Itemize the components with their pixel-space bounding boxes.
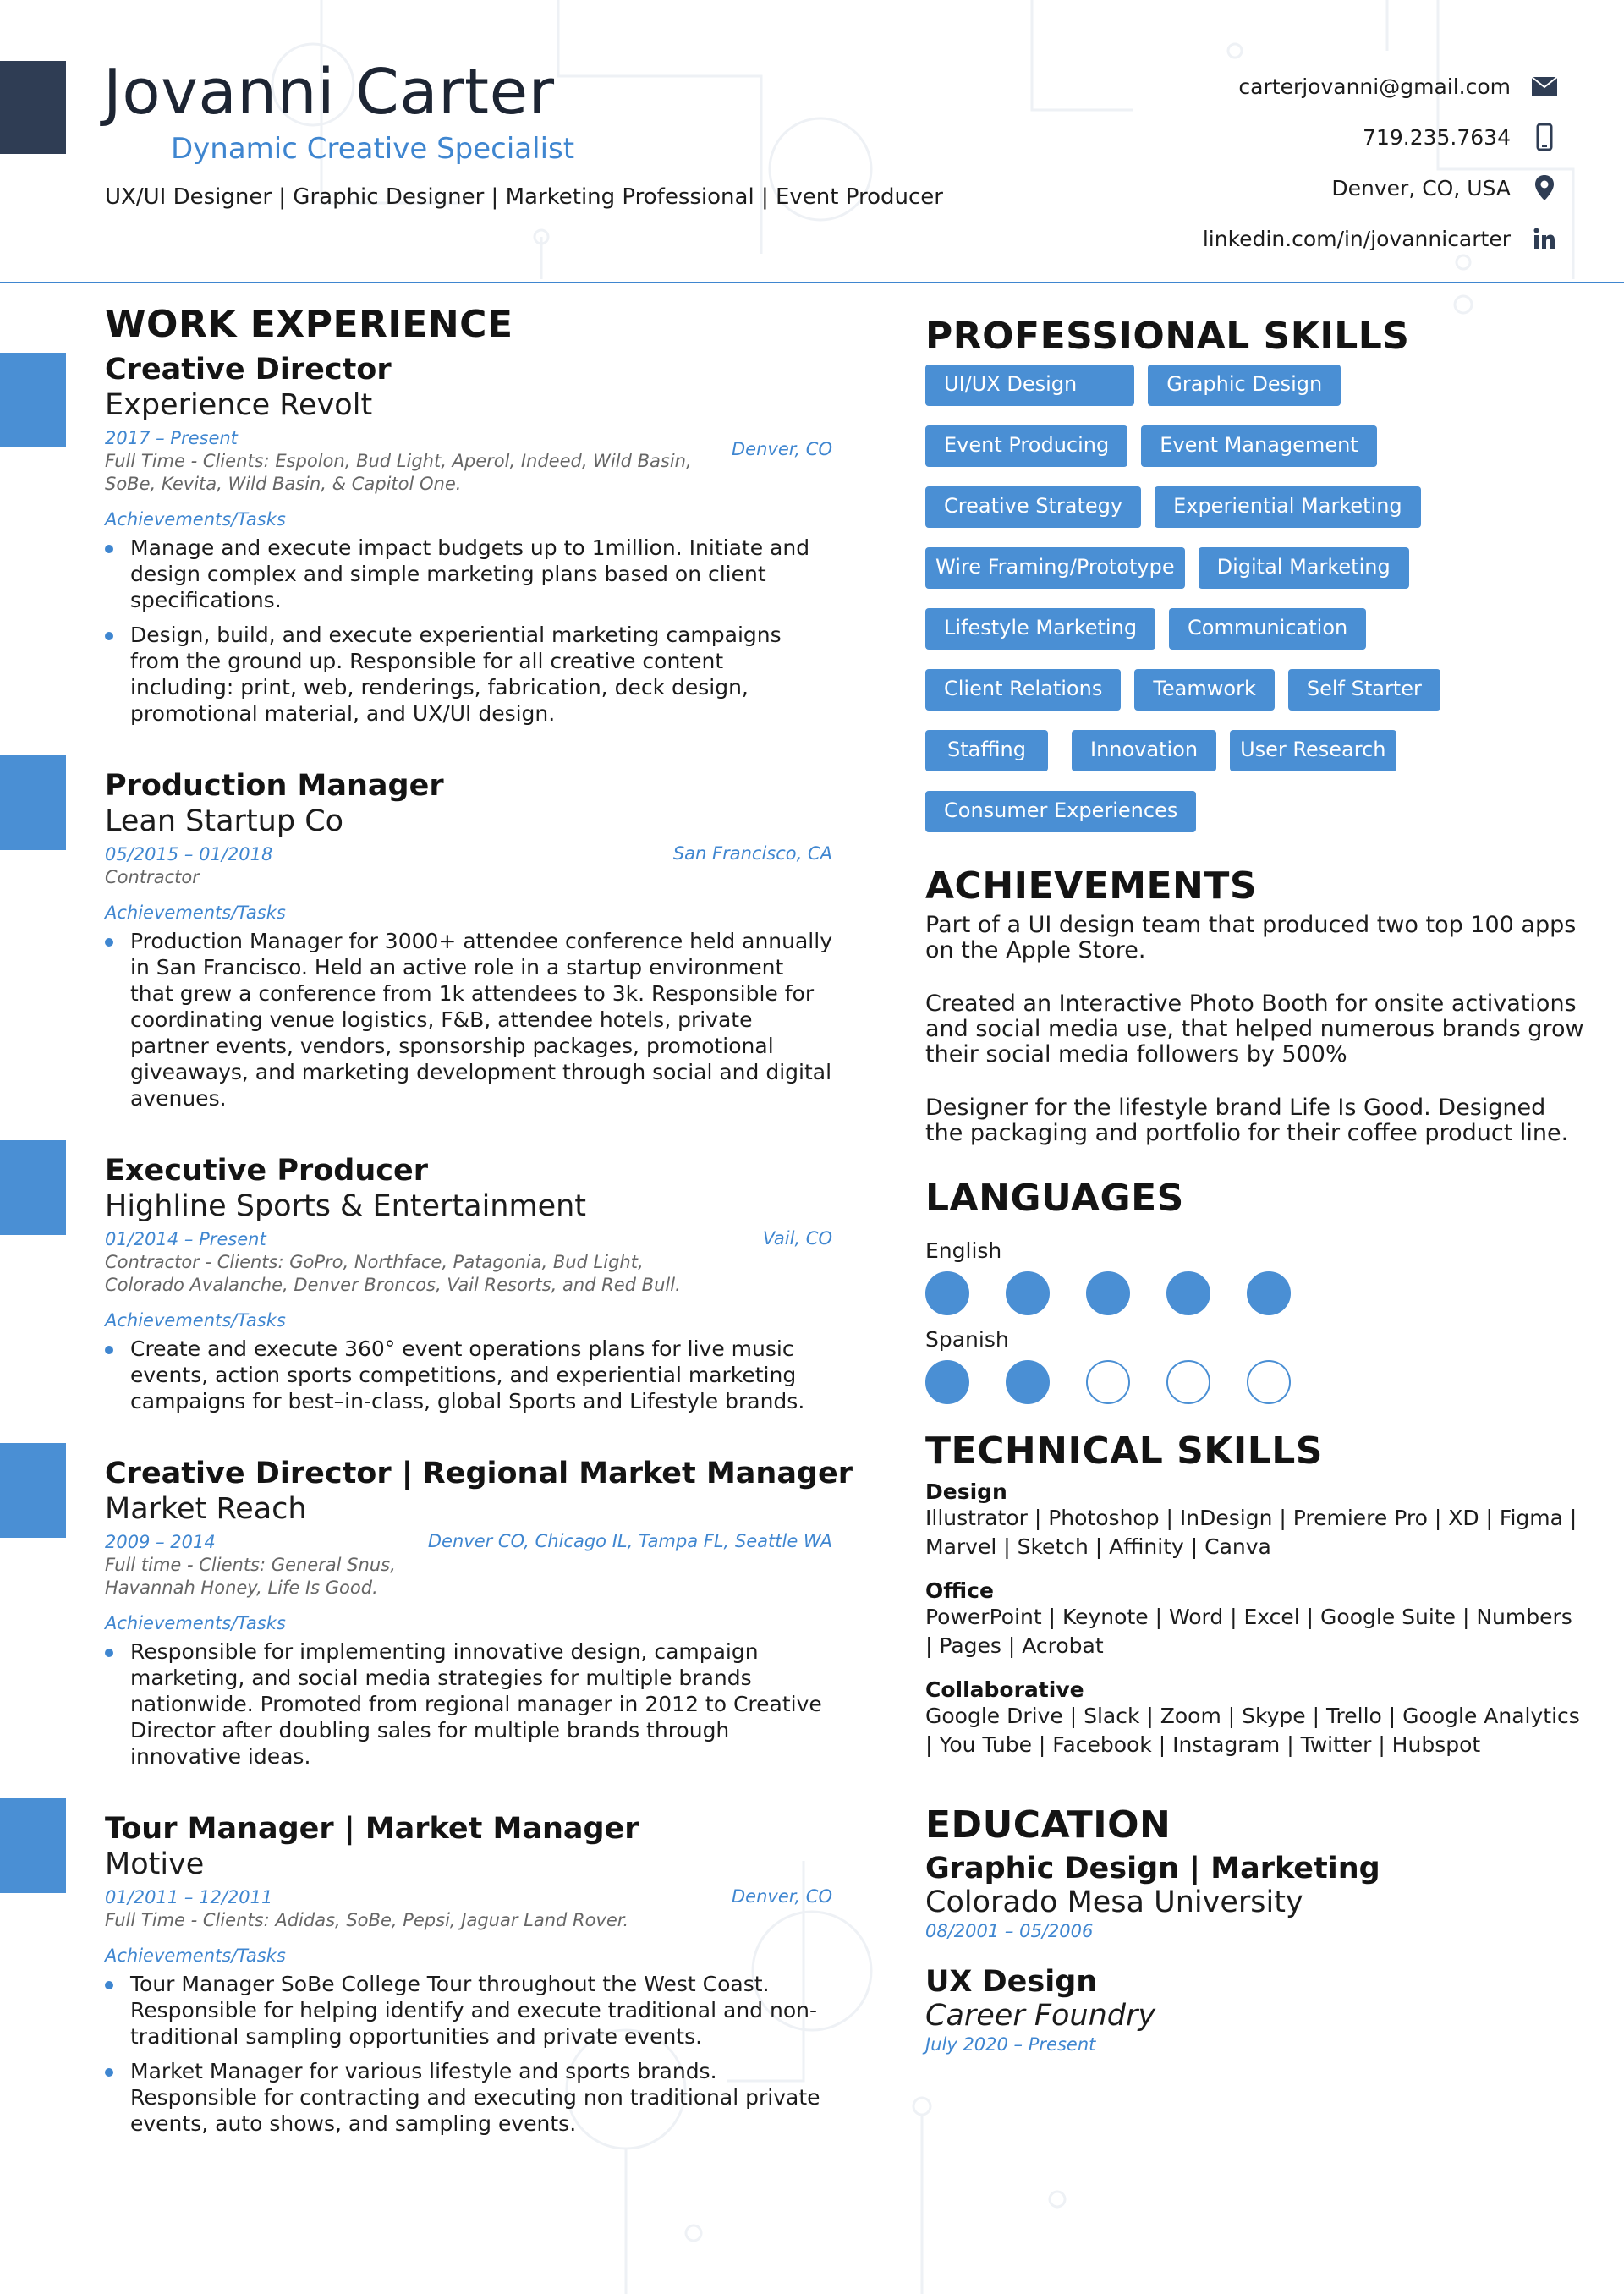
job-type: Contractor xyxy=(105,867,200,887)
skill-tag: Wire Framing/Prototype xyxy=(925,547,1185,589)
job-date: 01/2014 – Present xyxy=(105,1229,266,1249)
education-section xyxy=(925,1803,1585,2055)
job-company: Highline Sports & Entertainment xyxy=(105,1189,587,1223)
job-location: Denver, CO xyxy=(732,1886,832,1907)
list-item: Manage and execute impact budgets up to 1million. Initiate and design complex and simple marketing plans based on client specifications. xyxy=(105,535,832,613)
proficiency-dot-filled xyxy=(925,1271,969,1315)
job-bullets xyxy=(105,1638,832,1770)
achievements-label: Achievements/Tasks xyxy=(105,1613,286,1633)
skill-tag: Creative Strategy xyxy=(925,486,1141,528)
tech-category-name: Office xyxy=(925,1578,994,1603)
job-entry xyxy=(105,1812,832,2137)
list-item: Production Manager for 3000+ attendee conference held annually in San Francisco. Held an active role in a startup environment that grew a conference from 1k attendees to 3k. Responsible for coordinating venue logistics, F&B, attendee hotels, private partner events, vendors, sponsorship packages, promotional giveaways, and marketing development through social and digital avenues. xyxy=(105,928,832,1111)
education-entry xyxy=(925,1965,1585,2055)
language-name: English xyxy=(925,1238,1002,1263)
job-bullets xyxy=(105,1971,832,2137)
tag-row xyxy=(925,486,1585,528)
education-date: 08/2001 – 05/2006 xyxy=(925,1921,1094,1941)
contact-info xyxy=(1203,61,1560,264)
achievements-label: Achievements/Tasks xyxy=(105,509,286,530)
skill-tag: Staffing xyxy=(925,730,1048,771)
location-pin-icon xyxy=(1529,173,1560,203)
header-accent-block xyxy=(0,61,66,154)
job-meta xyxy=(105,1228,832,1297)
education-title: EDUCATION xyxy=(925,1803,1171,1847)
contact-location xyxy=(1203,162,1560,213)
job-meta-left xyxy=(105,1228,697,1297)
tag-row xyxy=(925,730,1585,771)
contact-phone-text: 719.235.7634 xyxy=(1363,124,1511,150)
proficiency-dot-empty xyxy=(1247,1360,1291,1404)
right-column xyxy=(925,315,1585,2055)
job-date: 05/2015 – 01/2018 xyxy=(105,844,273,864)
list-item: Responsible for implementing innovative design, campaign marketing, and social media strategies for multiple brands nationwide. Promoted from regional manager in 2012 to Creative Director after doubling sales for multiple brands through innovative ideas. xyxy=(105,1638,832,1770)
job-type: Full Time - Clients: Adidas, SoBe, Pepsi, Jaguar Land Rover. xyxy=(105,1910,629,1930)
tech-category-name: Design xyxy=(925,1479,1007,1504)
job-bullets xyxy=(105,1336,832,1414)
skill-tag: Self Starter xyxy=(1288,669,1440,711)
proficiency-dot-filled xyxy=(1166,1271,1210,1315)
job-meta xyxy=(105,1531,832,1600)
language-name: Spanish xyxy=(925,1327,1009,1352)
proficiency-dot-filled xyxy=(1006,1360,1050,1404)
proficiency-dot-filled xyxy=(1086,1271,1130,1315)
job-marker xyxy=(0,1798,66,1893)
skill-tags xyxy=(925,365,1585,832)
tag-row xyxy=(925,365,1585,406)
job-entry xyxy=(105,1154,832,1414)
tech-category-name: Collaborative xyxy=(925,1677,1084,1702)
tag-row xyxy=(925,425,1585,467)
skill-tag: Innovation xyxy=(1072,730,1216,771)
tag-row xyxy=(925,547,1585,589)
achievement-item: Created an Interactive Photo Booth for onsite activations and social media use, that helped numerous brands grow their social media followers by 500% xyxy=(925,991,1584,1067)
education-school: Colorado Mesa University xyxy=(925,1885,1303,1919)
job-company: Experience Revolt xyxy=(105,388,373,422)
technical-skills-section xyxy=(925,1430,1585,1759)
job-type: Full time - Clients: General Snus, Havannah Honey, Life Is Good. xyxy=(105,1555,396,1598)
education-entry xyxy=(925,1852,1585,1941)
header-divider xyxy=(0,282,1624,283)
job-marker xyxy=(0,755,66,850)
education-degree: Graphic Design | Marketing xyxy=(925,1852,1380,1885)
education-date: July 2020 – Present xyxy=(925,2034,1096,2055)
phone-icon xyxy=(1529,122,1560,152)
job-type: Contractor - Clients: GoPro, Northface, Patagonia, Bud Light, Colorado Avalanche, Denver Broncos, Vail Resorts, and Red Bull. xyxy=(105,1252,681,1295)
language-level-dots xyxy=(925,1271,1585,1315)
job-meta xyxy=(105,427,832,496)
job-marker xyxy=(0,1443,66,1538)
job-meta-left xyxy=(105,1531,428,1600)
skill-tag: Event Producing xyxy=(925,425,1127,467)
list-item: Market Manager for various lifestyle and sports brands. Responsible for contracting and executing non traditional private events, auto shows, and sampling events. xyxy=(105,2058,832,2137)
candidate-subtitle: Dynamic Creative Specialist xyxy=(171,132,575,166)
job-location: Denver, CO xyxy=(732,439,832,459)
proficiency-dot-empty xyxy=(1086,1360,1130,1404)
achievements-label: Achievements/Tasks xyxy=(105,903,286,923)
achievements-label: Achievements/Tasks xyxy=(105,1946,286,1966)
language-level-dots xyxy=(925,1360,1585,1404)
skill-tag: Teamwork xyxy=(1134,669,1275,711)
contact-location-text: Denver, CO, USA xyxy=(1331,175,1511,200)
education-school: Career Foundry xyxy=(925,1999,1156,2033)
technical-skills-title: TECHNICAL SKILLS xyxy=(925,1430,1323,1473)
languages-section xyxy=(925,1177,1585,1404)
contact-linkedin[interactable] xyxy=(1203,213,1560,264)
contact-phone[interactable] xyxy=(1203,112,1560,162)
job-type: Full Time - Clients: Espolon, Bud Light, Aperol, Indeed, Wild Basin, SoBe, Kevita, Wild Basin, & Capitol One. xyxy=(105,451,692,494)
job-date: 2009 – 2014 xyxy=(105,1532,216,1552)
achievements-label: Achievements/Tasks xyxy=(105,1310,286,1331)
job-date: 01/2011 – 12/2011 xyxy=(105,1887,273,1907)
job-marker xyxy=(0,353,66,447)
tag-row xyxy=(925,791,1585,832)
proficiency-dot-filled xyxy=(1247,1271,1291,1315)
linkedin-icon xyxy=(1529,223,1560,254)
job-bullets xyxy=(105,928,832,1111)
skill-tag: Digital Marketing xyxy=(1199,547,1409,589)
job-entry xyxy=(105,1457,853,1770)
list-item: Design, build, and execute experiential marketing campaigns from the ground up. Responsible for all creative content including: print, web, renderings, fabrication, deck design, promotional material, and UX/UI design. xyxy=(105,622,832,727)
skill-tag: Event Management xyxy=(1141,425,1376,467)
job-entry xyxy=(105,769,832,1111)
job-date: 2017 – Present xyxy=(105,428,238,448)
job-title: Tour Manager | Market Manager xyxy=(105,1812,639,1846)
job-bullets xyxy=(105,535,832,727)
tag-row xyxy=(925,608,1585,650)
skill-tag: UI/UX Design xyxy=(925,365,1134,406)
tech-category-items: Google Drive | Slack | Zoom | Skype | Trello | Google Analytics | You Tube | Facebook | Instagram | Twitter | Hubspot xyxy=(925,1704,1580,1757)
achievement-item: Designer for the lifestyle brand Life Is Good. Designed the packaging and portfolio for their coffee product line. xyxy=(925,1095,1569,1146)
job-meta-left xyxy=(105,843,272,889)
tech-category-items: PowerPoint | Keynote | Word | Excel | Google Suite | Numbers | Pages | Acrobat xyxy=(925,1605,1572,1658)
job-title: Executive Producer xyxy=(105,1154,429,1188)
job-location: San Francisco, CA xyxy=(672,843,832,864)
contact-email-text: carterjovanni@gmail.com xyxy=(1238,74,1511,99)
envelope-icon xyxy=(1529,71,1560,102)
tech-category-items: Illustrator | Photoshop | InDesign | Premiere Pro | XD | Figma | Marvel | Sketch | Affinity | Canva xyxy=(925,1506,1577,1559)
skill-tag: Client Relations xyxy=(925,669,1121,711)
job-company: Lean Startup Co xyxy=(105,804,344,838)
job-title: Creative Director xyxy=(105,353,392,387)
job-meta xyxy=(105,843,832,889)
list-item: Create and execute 360° event operations plans for live music events, action sports competitions, and experiential marketing campaigns for best–in-class, global Sports and Lifestyle brands. xyxy=(105,1336,832,1414)
job-location: Vail, CO xyxy=(762,1228,832,1249)
job-entry xyxy=(105,353,832,727)
job-company: Motive xyxy=(105,1847,205,1881)
list-item: Tour Manager SoBe College Tour throughout the West Coast. Responsible for helping identify and execute traditional and non-traditional sampling opportunities and private events. xyxy=(105,1971,832,2050)
skill-tag: Lifestyle Marketing xyxy=(925,608,1155,650)
job-company: Market Reach xyxy=(105,1492,307,1526)
job-meta-left xyxy=(105,427,697,496)
achievements-title: ACHIEVEMENTS xyxy=(925,864,1258,908)
proficiency-dot-filled xyxy=(1006,1271,1050,1315)
tag-row xyxy=(925,669,1585,711)
candidate-name: Jovanni Carter xyxy=(103,56,555,129)
skill-tag: Graphic Design xyxy=(1148,365,1341,406)
job-meta xyxy=(105,1886,832,1932)
contact-linkedin-text: linkedin.com/in/jovannicarter xyxy=(1202,226,1511,251)
skill-tag: Communication xyxy=(1169,608,1366,650)
proficiency-dot-empty xyxy=(1166,1360,1210,1404)
education-degree: UX Design xyxy=(925,1965,1098,1999)
candidate-roles: UX/UI Designer | Graphic Designer | Marketing Professional | Event Producer xyxy=(105,184,943,210)
work-experience-section xyxy=(105,303,853,2145)
skill-tag: Consumer Experiences xyxy=(925,791,1196,832)
achievements-section xyxy=(925,864,1585,1146)
professional-skills-section xyxy=(925,315,1585,832)
skill-tag: Experiential Marketing xyxy=(1155,486,1421,528)
job-title: Creative Director | Regional Market Manager xyxy=(105,1457,853,1490)
proficiency-dot-filled xyxy=(925,1360,969,1404)
contact-email[interactable] xyxy=(1203,61,1560,112)
achievement-item: Part of a UI design team that produced two top 100 apps on the Apple Store. xyxy=(925,912,1577,963)
job-title: Production Manager xyxy=(105,769,444,803)
job-location: Denver CO, Chicago IL, Tampa FL, Seattle WA xyxy=(427,1531,832,1551)
professional-skills-title: PROFESSIONAL SKILLS xyxy=(925,315,1410,358)
skill-tag: User Research xyxy=(1230,730,1396,771)
languages-title: LANGUAGES xyxy=(925,1177,1184,1220)
work-experience-title: WORK EXPERIENCE xyxy=(105,303,513,346)
job-marker xyxy=(0,1140,66,1235)
job-meta-left xyxy=(105,1886,628,1932)
